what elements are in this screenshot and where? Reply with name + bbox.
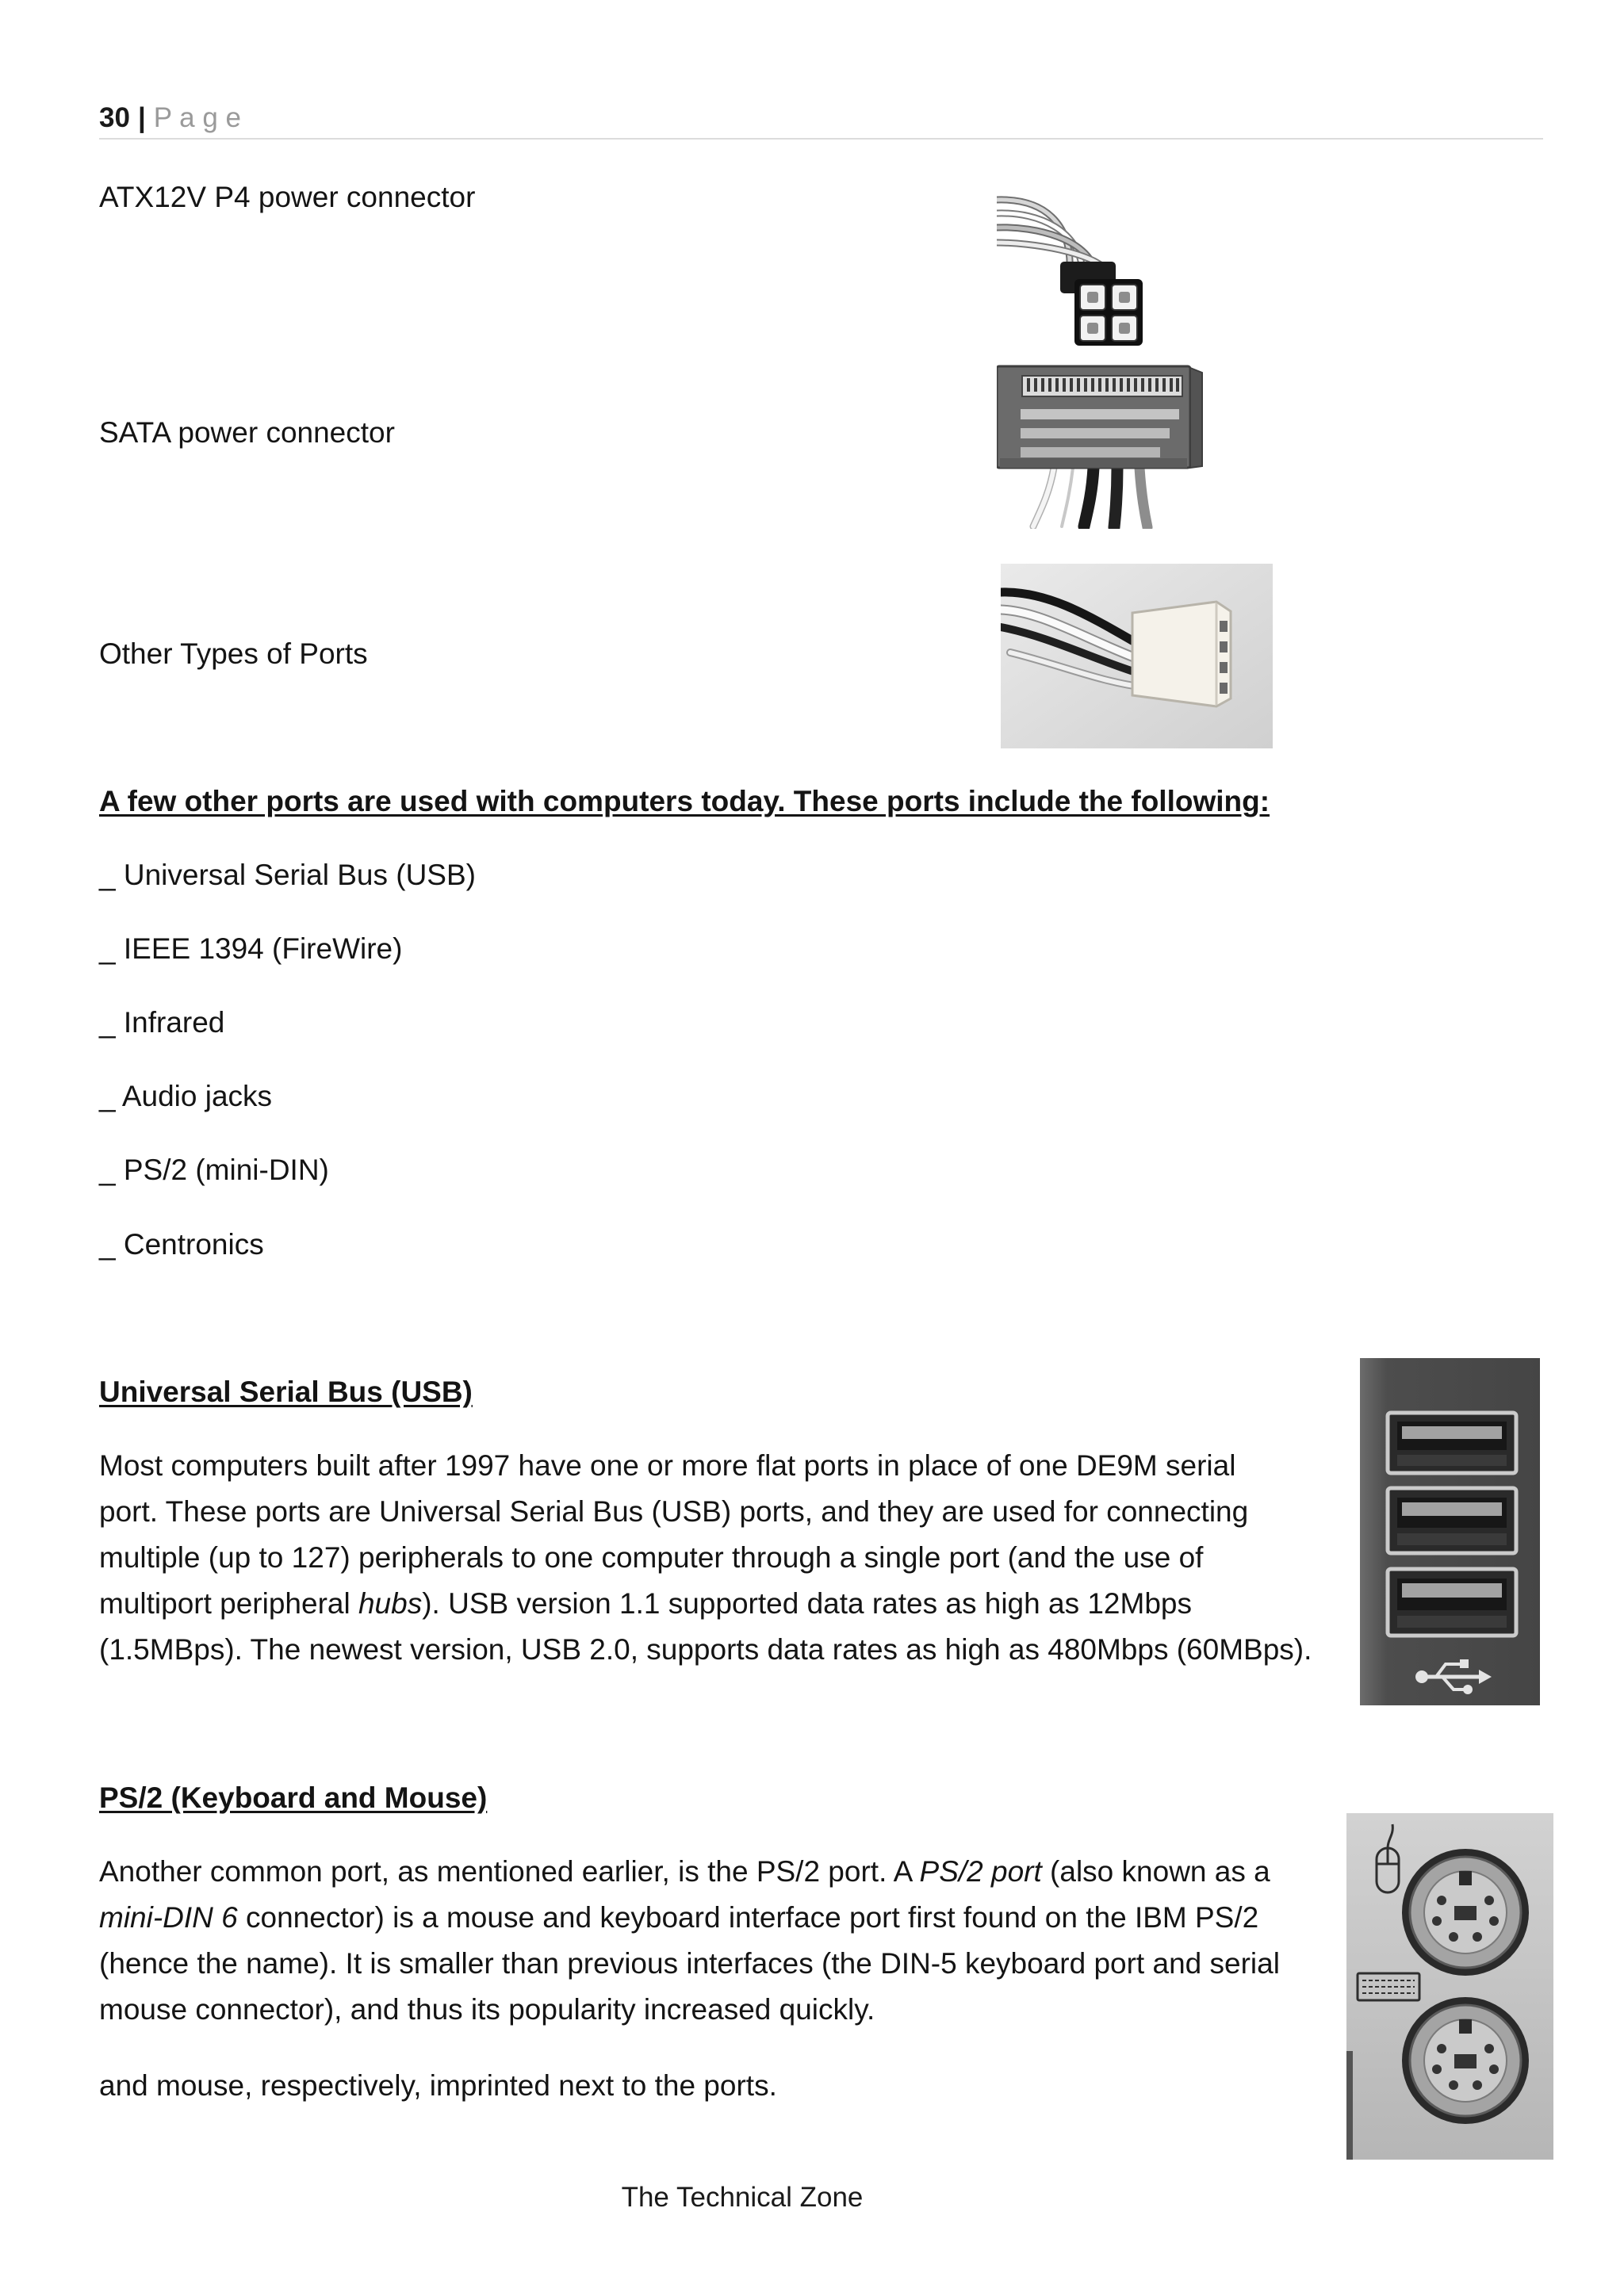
list-item: _ Centronics (99, 1228, 264, 1261)
header-divider (99, 138, 1543, 140)
usb-ports-image (1360, 1358, 1540, 1705)
sata-connector-image (997, 362, 1204, 529)
atx12v-connector-image (997, 192, 1144, 347)
sata-connector-label: SATA power connector (99, 416, 395, 449)
paragraph-line: port. These ports are Universal Serial Bus (USB) ports, and they are used for connecting (99, 1495, 1249, 1528)
list-item: _ Infrared (99, 1006, 225, 1039)
other-ports-title: Other Types of Ports (99, 637, 368, 670)
ps2-ports-image (1346, 1813, 1553, 2160)
usb-section-heading: Universal Serial Bus (USB) (99, 1376, 473, 1408)
italic-term: PS/2 port (919, 1855, 1042, 1888)
paragraph-line: Most computers built after 1997 have one or more flat ports in place of one DE9M serial (99, 1449, 1236, 1482)
other-ports-intro-heading: A few other ports are used with computers today. These ports include the following: (99, 785, 1270, 817)
paragraph-line: (hence the name). It is smaller than previous interfaces (the DIN-5 keyboard port and serial (99, 1947, 1280, 1980)
list-item: _ Universal Serial Bus (USB) (99, 859, 476, 891)
usb-port (1388, 1569, 1516, 1636)
paragraph-line: multiple (up to 127) peripherals to one computer through a single port (and the use of (99, 1541, 1204, 1574)
page-header (99, 97, 241, 140)
connector-wires (997, 200, 1108, 271)
list-item: _ IEEE 1394 (FireWire) (99, 932, 403, 965)
text-segment: multiport peripheral (99, 1587, 358, 1620)
sata-wires (1033, 468, 1147, 527)
usb-port (1388, 1413, 1516, 1473)
ps2-closing-line: and mouse, respectively, imprinted next to the ports. (99, 2069, 777, 2102)
ps2-mouse-port (1402, 1849, 1529, 1976)
usb-port (1388, 1488, 1516, 1553)
page-label: P a g e (153, 102, 242, 133)
text-segment: Another common port, as mentioned earlier, is the PS/2 port. A (99, 1855, 920, 1888)
paragraph-line: (1.5MBps). The newest version, USB 2.0, supports data rates as high as 480Mbps (60MBps). (99, 1633, 1312, 1666)
page-footer: The Technical Zone (621, 2182, 864, 2213)
text-segment: ). USB version 1.1 supported data rates as high as 12Mbps (422, 1587, 1192, 1620)
ps2-section-heading: PS/2 (Keyboard and Mouse) (99, 1781, 488, 1814)
paragraph-line (99, 1581, 1192, 1627)
page-number: 30 (99, 102, 130, 133)
italic-term: mini-DIN 6 (99, 1901, 238, 1934)
paragraph-line: mouse connector), and thus its popularity increased quickly. (99, 1993, 875, 2026)
paragraph-line (99, 1849, 1270, 1895)
paragraph-line (99, 1895, 1258, 1941)
italic-term: hubs (358, 1587, 423, 1620)
text-segment: connector) is a mouse and keyboard interface port first found on the IBM PS/2 (237, 1901, 1259, 1934)
header-separator: | (137, 102, 146, 133)
list-item: _ PS/2 (mini-DIN) (99, 1154, 329, 1186)
ps2-keyboard-port (1402, 1997, 1529, 2124)
text-segment: (also known as a (1041, 1855, 1270, 1888)
list-item: _ Audio jacks (99, 1080, 273, 1112)
atx-connector-label: ATX12V P4 power connector (99, 181, 476, 213)
peripheral-connector-image (1001, 564, 1273, 748)
